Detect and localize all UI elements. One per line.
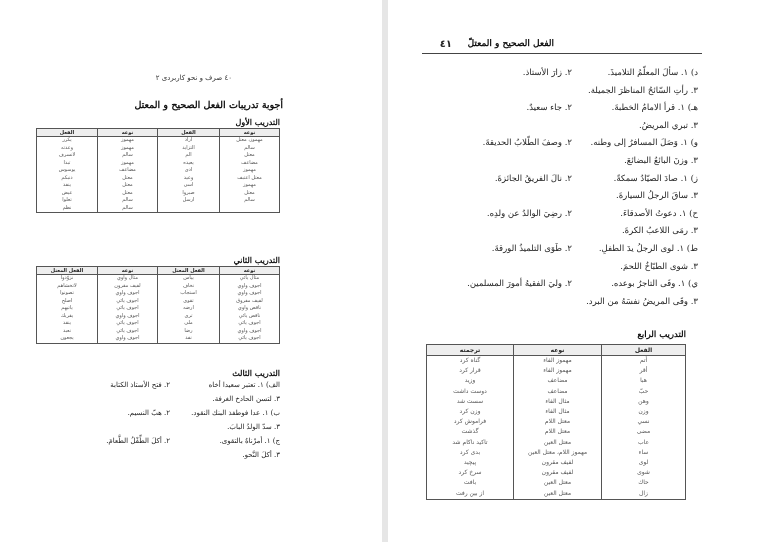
- table-row: [427, 417, 686, 427]
- table-cell: تقوى: [158, 298, 220, 306]
- answer-line: ط) ١. لوى الرجلُ يدَ الطفلِ.: [598, 244, 698, 254]
- table-row: [37, 145, 280, 153]
- answer-line-second: ٢. طَوَى التلميذُ الورقةَ.: [491, 244, 572, 254]
- table-row: [427, 468, 686, 478]
- answer-line: الف) ١. تعتبر سعيدا أخاه: [208, 381, 280, 389]
- table-cell: هبا: [602, 376, 686, 386]
- table-cell: ترى: [158, 313, 220, 321]
- table-cell: مهموز اللام، معتل العين: [514, 448, 602, 458]
- table-cell: يجعون: [37, 335, 98, 343]
- table-row: [427, 478, 686, 488]
- table-cell: مهموز: [98, 145, 158, 153]
- table-cell: معتل اللام: [514, 427, 602, 437]
- table-cell: ملى: [158, 320, 220, 328]
- answer-line: ٣. وزنَ البائعُ البضائعَ.: [624, 156, 698, 166]
- column-header: الفعل: [37, 129, 98, 137]
- table-cell: أجوف واوي: [220, 290, 280, 298]
- table-cell: سالم: [220, 145, 280, 153]
- table-cell: أجوف يائي: [220, 335, 280, 343]
- table-cell: [158, 205, 220, 213]
- table-row: [427, 489, 686, 500]
- table-row: [37, 160, 280, 168]
- left-page-header: ٤٠ صرف و نحو کاربردی ٢: [155, 74, 232, 82]
- table-cell: وعدته: [37, 145, 98, 153]
- answer-line: ٣. أكلَ النَّحو.: [242, 451, 280, 459]
- table-cell: التزايد: [158, 145, 220, 153]
- exercise-2-table: [36, 266, 280, 344]
- table-row: [427, 376, 686, 386]
- table-cell: مثال الفاء: [514, 407, 602, 417]
- table-cell: لفيف مقرون: [98, 283, 158, 291]
- table-row: [37, 335, 280, 343]
- table-cell: نعبد: [37, 328, 98, 336]
- table-cell: أرسل: [158, 197, 220, 205]
- exercise-4-table: [426, 344, 686, 500]
- answer-line: ي) ١. وفَى التاجرُ بوعده.: [611, 279, 698, 290]
- table-row: [37, 205, 280, 213]
- answer-line-second: ٢. زارَ الأستاذ.: [522, 68, 572, 78]
- table-cell: تعلوا: [37, 197, 98, 205]
- table-cell: تصونوا: [37, 290, 98, 298]
- table-row: [37, 328, 280, 336]
- table-cell: مضاعف: [220, 160, 280, 168]
- table-cell: معتل اللام: [514, 417, 602, 427]
- answer-line: د) ١. سألَ المعلّمُ التلاميذَ.: [607, 68, 698, 78]
- table-row: [427, 356, 686, 367]
- exercise-1-title: التدريب الأول: [235, 117, 280, 127]
- table-cell: ناقص يائي: [220, 313, 280, 321]
- table-row: [427, 438, 686, 448]
- table-cell: معتل: [220, 152, 280, 160]
- table-cell: معتل: [98, 190, 158, 198]
- table-cell: وزن کرد: [427, 407, 514, 417]
- table-cell: ينقذ: [37, 320, 98, 328]
- table-row: [37, 305, 280, 313]
- table-cell: عاب: [602, 438, 686, 448]
- table-cell: بافت: [427, 478, 514, 488]
- table-cell: أجوف يائي: [220, 320, 280, 328]
- table-cell: فراموش کرد: [427, 417, 514, 427]
- table-cell: ألم: [158, 152, 220, 160]
- table-cell: شوى: [602, 468, 686, 478]
- table-cell: مهموز: [220, 167, 280, 175]
- answer-line: ٣. سدّ الولدُ البابَ.: [227, 423, 280, 431]
- answer-line: ٣. وقَى المريضُ نفسَهُ من البرد.: [586, 296, 698, 307]
- table-row: [37, 197, 280, 205]
- table-cell: سالم: [220, 197, 280, 205]
- table-cell: أسى: [158, 182, 220, 190]
- left-page-title: أجوبة تدريبات الفعل الصحيح و المعتل: [134, 100, 283, 111]
- table-cell: زال: [602, 489, 686, 500]
- column-header: نوعه: [98, 267, 158, 275]
- table-cell: مضاعف: [514, 376, 602, 386]
- table-cell: مهموز: [98, 160, 158, 168]
- table-cell: نسي: [602, 417, 686, 427]
- answer-line: ٣. لتسن الحادخ الغرفة.: [212, 395, 280, 403]
- table-cell: استجاب: [158, 290, 220, 298]
- table-cell: مهموز الفاء: [514, 356, 602, 367]
- table-cell: معتل: [98, 182, 158, 190]
- table-row: [37, 283, 280, 291]
- table-cell: ساء: [602, 448, 686, 458]
- column-header: نوعه: [220, 267, 280, 275]
- table-cell: مثال الفاء: [514, 397, 602, 407]
- table-cell: أجوف واوي: [98, 313, 158, 321]
- table-cell: أصلح: [37, 298, 98, 306]
- table-row: [37, 152, 280, 160]
- answer-line-second: ٢. أكلَ الطِّفْلُ الطَّعامَ.: [106, 437, 170, 445]
- table-cell: أقر: [602, 366, 686, 376]
- table-cell: أدى: [158, 167, 220, 175]
- table-row: [37, 137, 280, 145]
- table-cell: مهموز: [98, 137, 158, 145]
- answer-line: ٣. ساقَ الرجلُ السيارةَ.: [616, 191, 698, 202]
- table-row: [37, 190, 280, 198]
- table-cell: نظم: [37, 205, 98, 213]
- column-header: نوعه: [220, 129, 280, 137]
- answer-line-second: ٢. هبّ النسيم.: [127, 409, 170, 417]
- table-cell: [220, 205, 280, 213]
- table-cell: مضى: [602, 427, 686, 437]
- table-cell: معتل: [98, 175, 158, 183]
- table-cell: معتل العين: [514, 438, 602, 448]
- answer-line-second: ٢. جاء سعيدٌ.: [526, 103, 572, 114]
- table-cell: معتل العين: [514, 489, 602, 500]
- table-cell: أرضه: [158, 305, 220, 313]
- table-cell: عيض: [37, 190, 98, 198]
- table-cell: مضاعف: [514, 387, 602, 397]
- table-cell: مضاعف: [98, 167, 158, 175]
- exercise-3-title: التدريب الثالث: [232, 368, 280, 378]
- table-row: [37, 175, 280, 183]
- table-row: [427, 458, 686, 468]
- table-cell: معتل اعتبف: [220, 175, 280, 183]
- table-cell: وعيد: [158, 175, 220, 183]
- table-cell: سست شد: [427, 397, 514, 407]
- table-cell: أجوف يائي: [98, 328, 158, 336]
- table-cell: وزيد: [427, 376, 514, 386]
- answer-line: ز) ١. صادَ الصيّادُ سمكةً.: [613, 173, 698, 184]
- table-cell: حبّ: [602, 387, 686, 397]
- table-cell: مثال يائي: [220, 275, 280, 283]
- table-row: [37, 182, 280, 190]
- table-row: [427, 366, 686, 376]
- table-cell: أجوف يائي: [98, 305, 158, 313]
- table-cell: سالم: [98, 205, 158, 213]
- table-cell: مثال واوي: [98, 275, 158, 283]
- answer-line-second: ٢. وليَ الفقيهُ أمورَ المسلمين.: [467, 279, 572, 290]
- table-cell: رضا: [158, 328, 220, 336]
- table-cell: وهن: [602, 397, 686, 407]
- left-page: [0, 0, 382, 542]
- exercise-4-title: التدريب الرابع: [637, 330, 686, 340]
- table-row: [427, 407, 686, 417]
- table-cell: مهموز، معتل: [220, 137, 280, 145]
- answer-line: هـ) ١. قرأ الامامُ الخطبةَ.: [611, 103, 698, 114]
- table-cell: أجوف واوي: [98, 290, 158, 298]
- table-cell: گناه کرد: [427, 356, 514, 367]
- column-header: الفعل: [158, 129, 220, 137]
- table-cell: دنبكم: [37, 175, 98, 183]
- table-cell: حاك: [602, 478, 686, 488]
- answer-line: ح) ١. دعوتُ الأصدقاءَ.: [620, 208, 698, 219]
- table-cell: ناقص واوي: [220, 305, 280, 313]
- header-rule: [422, 53, 702, 54]
- table-row: [427, 397, 686, 407]
- table-cell: بدی کرد: [427, 448, 514, 458]
- table-cell: پيچيد: [427, 458, 514, 468]
- table-cell: معتل العين: [514, 478, 602, 488]
- answer-line: ٣. رمَى اللاعبُ الكرةَ.: [621, 226, 698, 237]
- table-row: [427, 448, 686, 458]
- table-cell: يأتيهم: [37, 305, 98, 313]
- answer-line-second: ٢. نالَ الفريقُ الجائزةَ.: [494, 173, 572, 184]
- table-cell: لوى: [602, 458, 686, 468]
- table-cell: مهموز الفاء: [514, 366, 602, 376]
- table-row: [37, 275, 280, 283]
- table-cell: وزن: [602, 407, 686, 417]
- table-cell: تبدأ: [37, 160, 98, 168]
- table-row: [37, 167, 280, 175]
- table-cell: أجوف يائي: [98, 320, 158, 328]
- answer-line: ٣. رأتِ السّائحُ المناظرَ الجميلة.: [588, 85, 698, 96]
- table-cell: دوست داشت: [427, 387, 514, 397]
- table-row: [37, 290, 280, 298]
- right-page: [388, 0, 768, 542]
- table-cell: مهموز: [220, 182, 280, 190]
- answer-line: ٣. شوى الطبّاخُ اللحمَ.: [620, 261, 698, 272]
- table-cell: يقربك: [37, 313, 98, 321]
- table-cell: نزوّدوا: [37, 275, 98, 283]
- column-header: نوعه: [98, 129, 158, 137]
- column-header: نوعه: [514, 345, 602, 356]
- table-cell: صبروا: [158, 190, 220, 198]
- table-cell: أتم: [602, 356, 686, 367]
- column-header: الفعل المعتل: [158, 267, 220, 275]
- table-cell: معتل: [220, 190, 280, 198]
- table-cell: تاکيد ناکام شد: [427, 438, 514, 448]
- table-cell: لفيف مقرون: [514, 468, 602, 478]
- answer-line-second: ٢. فتح الأستاذ الكتابة: [110, 381, 170, 389]
- table-cell: يعيده: [158, 160, 220, 168]
- column-header: الفعل: [602, 345, 686, 356]
- table-row: [37, 298, 280, 306]
- answer-line: و) ١. وَصَلَ المسافرُ إلى وطنه.: [590, 138, 698, 149]
- table-cell: نخاف: [158, 283, 220, 291]
- table-cell: يكرر: [37, 137, 98, 145]
- table-cell: أجوف واوي: [220, 283, 280, 291]
- table-cell: أجوف واوي: [220, 328, 280, 336]
- answer-line-second: ٢. وصفَ الطّلابُ الحديقةَ.: [482, 138, 572, 149]
- table-cell: لاتخشاهم: [37, 283, 98, 291]
- table-cell: لفيف مقرون: [514, 458, 602, 468]
- table-cell: گذشت: [427, 427, 514, 437]
- table-cell: سالم: [98, 152, 158, 160]
- answer-line: ٣. تبري المريضُ.: [639, 120, 698, 131]
- table-row: [427, 427, 686, 437]
- page-number: ٤١: [439, 39, 452, 50]
- table-cell: لانسرف: [37, 152, 98, 160]
- table-cell: سالم: [98, 197, 158, 205]
- exercise-2-title: التدريب الثاني: [233, 255, 280, 265]
- table-cell: أراد: [158, 137, 220, 145]
- answer-line: ب) ١. عدا فوطفذ البنك النقود.: [191, 409, 280, 417]
- table-cell: از بين رفت: [427, 489, 514, 500]
- table-cell: ينفذ: [37, 182, 98, 190]
- table-row: [37, 313, 280, 321]
- table-row: [37, 320, 280, 328]
- answer-line-second: ٢. رضِيَ الوالدُ عن ولدِه.: [486, 208, 572, 219]
- table-cell: ييأس: [158, 275, 220, 283]
- right-page-header-title: الفعل الصحيح و المعتلّ: [467, 39, 554, 49]
- table-cell: سرخ کرد: [427, 468, 514, 478]
- table-cell: قرار کرد: [427, 366, 514, 376]
- column-header: الفعل المعتل: [37, 267, 98, 275]
- exercise-1-table: [36, 128, 280, 213]
- table-cell: نفذ: [158, 335, 220, 343]
- table-cell: لفيف مفروق: [220, 298, 280, 306]
- column-header: ترجمته: [427, 345, 514, 356]
- table-cell: يوسوس: [37, 167, 98, 175]
- table-cell: أجوف يائي: [98, 298, 158, 306]
- table-cell: أجوف واوي: [98, 335, 158, 343]
- answer-line: ج) ١. أمرْناهُ بالتقوى.: [219, 437, 280, 445]
- table-row: [427, 387, 686, 397]
